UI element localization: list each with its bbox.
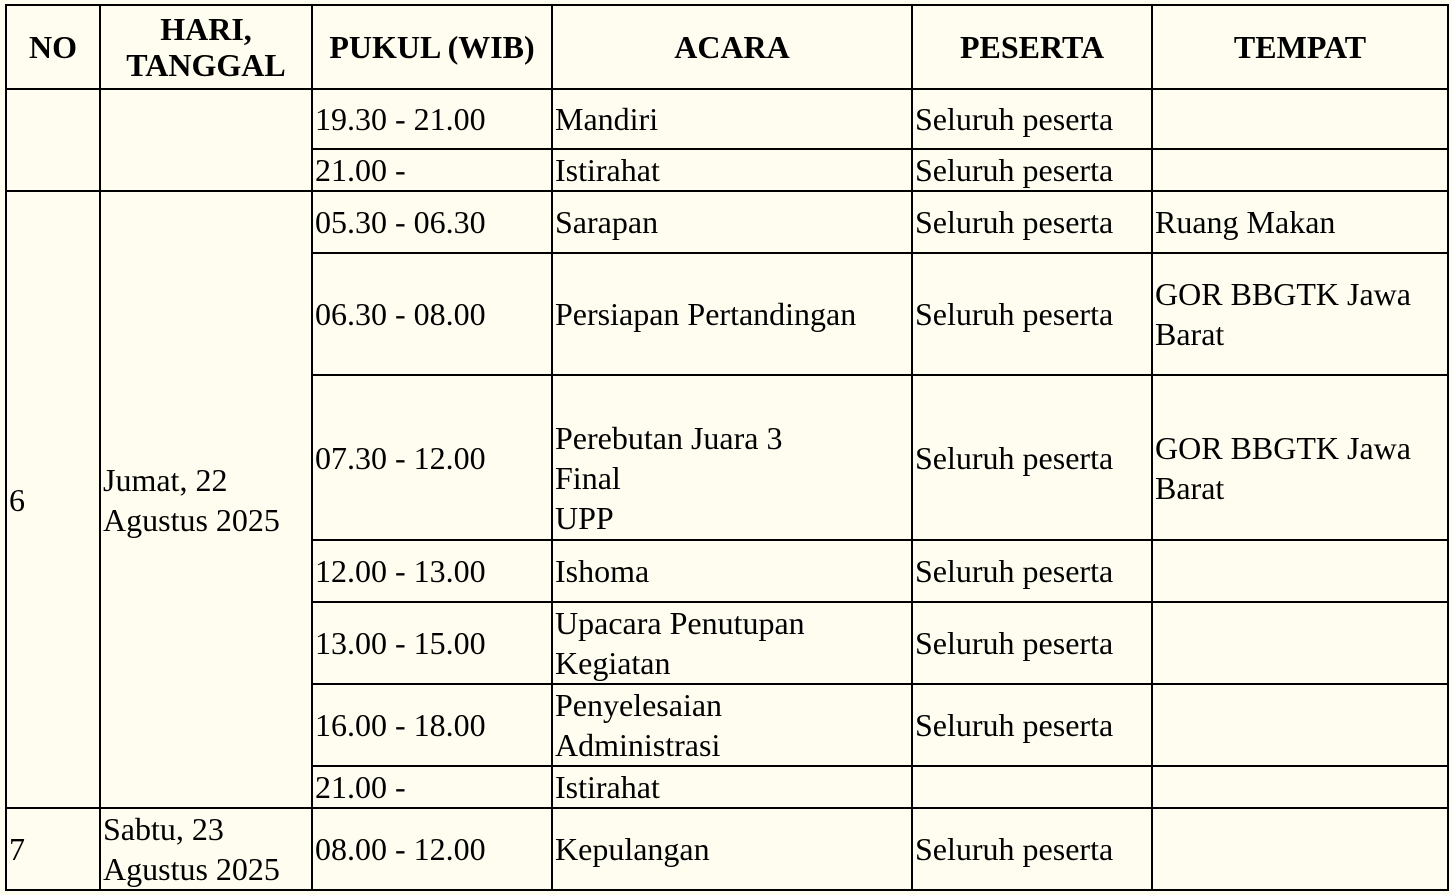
- header-peserta: PESERTA: [912, 5, 1152, 89]
- tempat-cell: [1152, 766, 1448, 808]
- peserta-cell: Seluruh peserta: [912, 191, 1152, 253]
- date-cell-empty: [100, 89, 312, 191]
- peserta-cell: Seluruh peserta: [912, 684, 1152, 766]
- pukul-cell: 19.30 - 21.00: [312, 89, 552, 149]
- tempat-cell: [1152, 89, 1448, 149]
- peserta-cell: Seluruh peserta: [912, 808, 1152, 890]
- no-cell: 7: [6, 808, 100, 890]
- pukul-cell: 21.00 -: [312, 149, 552, 191]
- acara-cell: Istirahat: [552, 149, 912, 191]
- table-row: [6, 808, 1448, 890]
- peserta-cell: Seluruh peserta: [912, 253, 1152, 375]
- acara-cell: Kepulangan: [552, 808, 912, 890]
- acara-cell: [552, 684, 912, 766]
- acara-cell: Ishoma: [552, 540, 912, 602]
- header-acara: ACARA: [552, 5, 912, 89]
- pukul-cell: 12.00 - 13.00: [312, 540, 552, 602]
- header-pukul: PUKUL (WIB): [312, 5, 552, 89]
- tempat-cell: [1152, 540, 1448, 602]
- date-cell: [100, 808, 312, 890]
- pukul-cell: 21.00 -: [312, 766, 552, 808]
- pukul-cell: 06.30 - 08.00: [312, 253, 552, 375]
- tempat-cell: [1152, 375, 1448, 540]
- tempat-cell: Ruang Makan: [1152, 191, 1448, 253]
- tempat-cell: [1152, 253, 1448, 375]
- tempat-line1: GOR BBGTK Jawa: [1155, 429, 1411, 466]
- acara-line2: Final: [555, 459, 621, 496]
- date-line1: Jumat, 22: [103, 461, 228, 498]
- table-row: [6, 191, 1448, 253]
- tempat-line1: GOR BBGTK Jawa: [1155, 276, 1411, 312]
- peserta-cell: Seluruh peserta: [912, 602, 1152, 684]
- date-line2: Agustus 2025: [103, 851, 280, 887]
- peserta-cell: Seluruh peserta: [912, 540, 1152, 602]
- date-line2: Agustus 2025: [103, 501, 280, 538]
- header-tempat: TEMPAT: [1152, 5, 1448, 89]
- acara-cell: [552, 375, 912, 540]
- tempat-cell: [1152, 149, 1448, 191]
- peserta-cell: Seluruh peserta: [912, 149, 1152, 191]
- acara-line3: UPP: [555, 499, 614, 536]
- no-cell: 6: [6, 191, 100, 808]
- acara-cell: Persiapan Pertandingan: [552, 253, 912, 375]
- acara-cell: [552, 602, 912, 684]
- acara-cell: Mandiri: [552, 89, 912, 149]
- acara-cell: Sarapan: [552, 191, 912, 253]
- acara-line1: Penyelesaian: [555, 687, 723, 723]
- tempat-line2: Barat: [1155, 316, 1225, 352]
- acara-line1: Perebutan Juara 3: [555, 419, 783, 456]
- acara-line1: Upacara Penutupan: [555, 605, 805, 641]
- header-hari-tanggal-line1: HARI,: [160, 11, 252, 47]
- tempat-cell: [1152, 684, 1448, 766]
- pukul-cell: 05.30 - 06.30: [312, 191, 552, 253]
- header-hari-tanggal-line2: TANGGAL: [126, 47, 286, 83]
- schedule-table: [5, 4, 1449, 891]
- tempat-cell: [1152, 808, 1448, 890]
- header-hari-tanggal: [100, 5, 312, 89]
- acara-line2: Administrasi: [555, 727, 721, 763]
- no-cell-empty: [6, 89, 100, 191]
- pukul-cell: 07.30 - 12.00: [312, 375, 552, 540]
- date-line1: Sabtu, 23: [103, 811, 224, 847]
- header-no: NO: [6, 5, 100, 89]
- header-row: [6, 5, 1448, 89]
- acara-cell: Istirahat: [552, 766, 912, 808]
- date-cell: [100, 191, 312, 808]
- peserta-cell: Seluruh peserta: [912, 375, 1152, 540]
- pukul-cell: 16.00 - 18.00: [312, 684, 552, 766]
- pukul-cell: 13.00 - 15.00: [312, 602, 552, 684]
- acara-line2: Kegiatan: [555, 645, 671, 681]
- pukul-cell: 08.00 - 12.00: [312, 808, 552, 890]
- tempat-line2: Barat: [1155, 469, 1225, 506]
- peserta-cell: Seluruh peserta: [912, 89, 1152, 149]
- peserta-cell: [912, 766, 1152, 808]
- table-row: [6, 89, 1448, 149]
- tempat-cell: [1152, 602, 1448, 684]
